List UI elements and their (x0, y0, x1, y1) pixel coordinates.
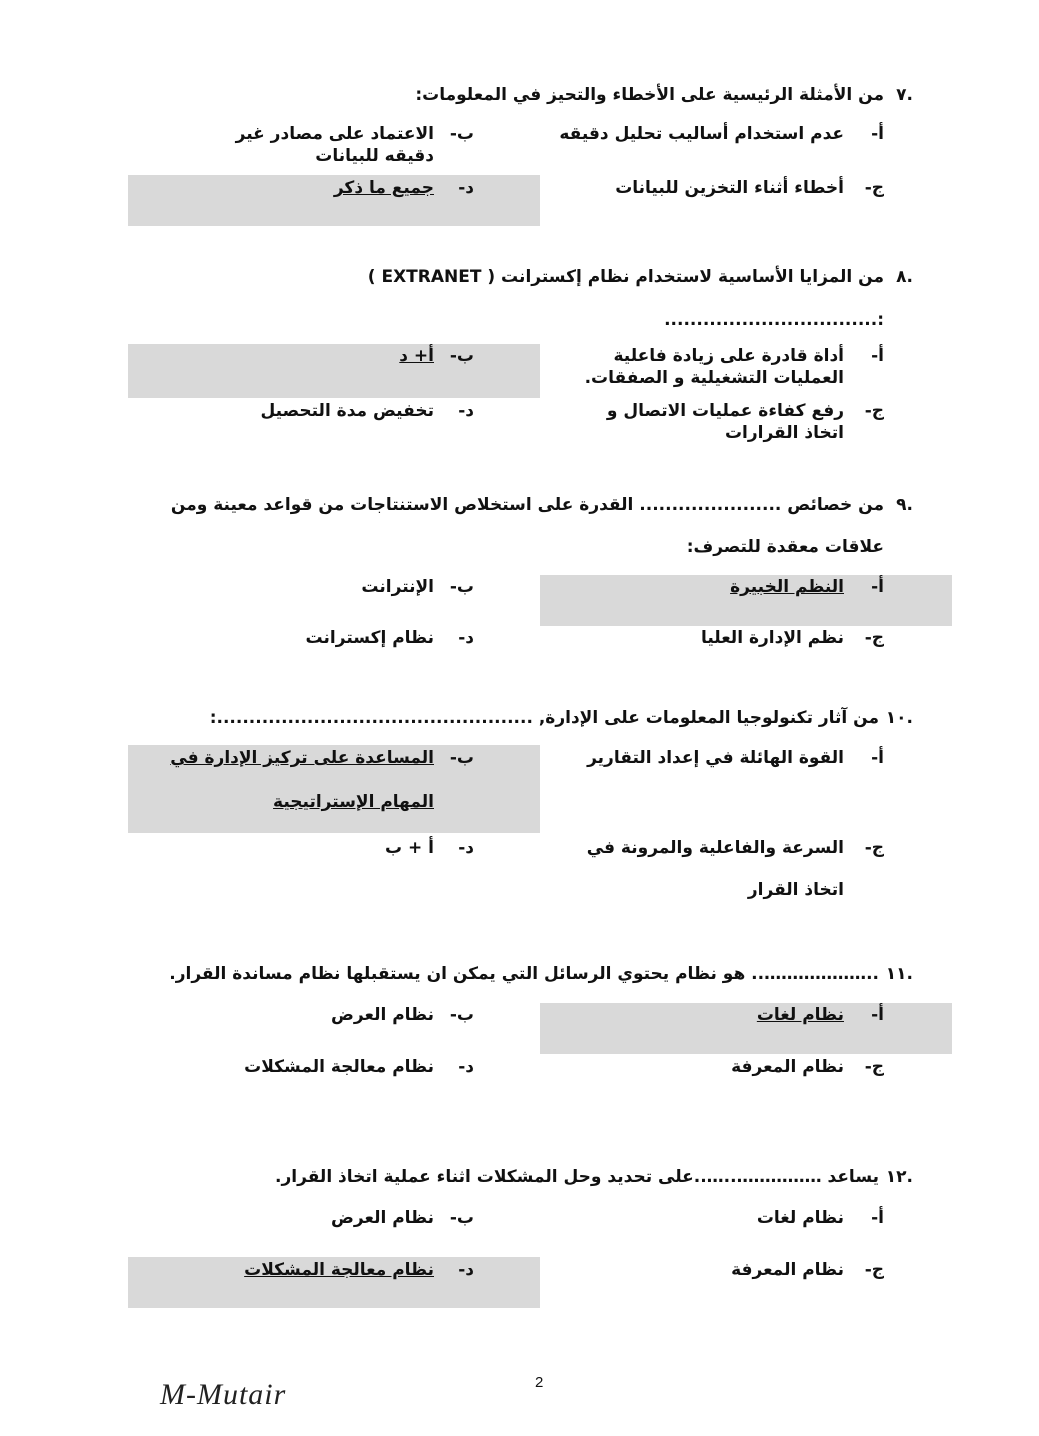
q10-option-d: أ + ب (385, 838, 434, 858)
q12-option-a: نظام لغات (756, 1208, 844, 1228)
q7-option-b: الاعتماد على مصادر غير دقيقه للبيانات (235, 124, 434, 167)
q7-option-d: جميع ما ذكر (333, 178, 434, 198)
question-8-text: من المزايا الأساسية لاستخدام نظام إكسترانت ( EXTRANET ) (367, 267, 884, 287)
q8-option-c: رفع كفاءة عمليات الاتصال و اتخاذ القرارات (606, 401, 844, 444)
question-11-text: ..……………….. هو نظام يحتوي الرسائل التي يمكن ان يستقبلها نظام مساندة القرار. (169, 964, 879, 984)
question-9-text: من خصائص ...................... القدرة على استخلاص الاستنتاجات من قواعد معينة ومن (170, 495, 884, 515)
q7-option-b-label: ب- (449, 124, 474, 144)
q7-option-c-label: ج- (864, 178, 884, 198)
q11-option-d-label: د- (458, 1057, 474, 1077)
q9-option-b-label: ب- (449, 577, 474, 597)
q7-option-a-label: أ- (871, 124, 884, 144)
q11-option-c-label: ج- (864, 1057, 884, 1077)
q10-option-c-continued: اتخاذ القرار (747, 880, 844, 900)
q9-option-c: نظم الإدارة العليا (700, 628, 844, 648)
question-10-number: .١٠ (885, 708, 913, 728)
q9-option-a: النظم الخبيرة (730, 577, 844, 597)
q11-option-a: نظام لغات (756, 1005, 844, 1025)
q9-option-b: الإنترانت (361, 577, 434, 597)
q12-option-b: نظام العرض (331, 1208, 434, 1228)
q12-option-d-label: د- (458, 1260, 474, 1280)
q10-option-a-label: أ- (871, 748, 884, 768)
q11-option-a-label: أ- (871, 1005, 884, 1025)
question-9-text-continued: علاقات معقدة للتصرف: (686, 537, 884, 557)
q8-option-a: أداة قادرة على زيادة فاعلية العمليات التشغيلية و الصفقات. (584, 346, 844, 389)
q11-option-b-label: ب- (449, 1005, 474, 1025)
q11-option-d: نظام معالجة المشكلات (244, 1057, 434, 1077)
signature: M-Mutair (160, 1378, 287, 1411)
question-12-text: يساعد ……………..…..على تحديد وحل المشكلات اثناء عملية اتخاذ القرار. (275, 1167, 879, 1187)
q11-option-c: نظام المعرفة (731, 1057, 844, 1077)
q10-option-c-label: ج- (864, 838, 884, 858)
q10-option-c: السرعة والفاعلية والمرونة في (586, 838, 844, 858)
question-7-number: .٧ (896, 85, 913, 105)
q12-option-b-label: ب- (449, 1208, 474, 1228)
question-12-number: .١٢ (885, 1167, 913, 1187)
q9-option-c-label: ج- (864, 628, 884, 648)
q8-option-d-label: د- (458, 401, 474, 421)
q8-option-d: تخفيض مدة التحصيل (260, 401, 434, 421)
q12-option-a-label: أ- (871, 1208, 884, 1228)
page-number: 2 (535, 1374, 544, 1391)
q12-option-c-label: ج- (864, 1260, 884, 1280)
question-7-text: من الأمثلة الرئيسية على الأخطاء والتحيز في المعلومات: (415, 85, 884, 105)
q8-option-a-label: أ- (871, 346, 884, 366)
question-10-text: من آثار تكنولوجيا المعلومات على الإدارة, .................................................: (209, 708, 879, 728)
question-11-number: .١١ (885, 964, 913, 984)
q9-option-d: نظام إكسترانت (305, 628, 434, 648)
answer-highlight-q8 (128, 344, 540, 398)
q10-option-d-label: د- (458, 838, 474, 858)
q7-option-d-label: د- (458, 178, 474, 198)
q10-option-b-label: ب- (449, 748, 474, 768)
question-8-number: .٨ (896, 267, 913, 287)
q8-option-c-label: ج- (864, 401, 884, 421)
q11-option-b: نظام العرض (331, 1005, 434, 1025)
question-8-text-continued: :................................. (664, 310, 884, 330)
q12-option-c: نظام المعرفة (731, 1260, 844, 1280)
q10-option-b-continued: المهام الإستراتيجية (273, 792, 434, 812)
q10-option-a: القوة الهائلة في إعداد التقارير (587, 748, 844, 768)
q12-option-d: نظام معالجة المشكلات (244, 1260, 434, 1280)
q10-option-b: المساعدة على تركيز الإدارة في (170, 748, 434, 768)
q9-option-d-label: د- (458, 628, 474, 648)
q8-option-b: أ+ د (399, 346, 434, 366)
q8-option-b-label: ب- (449, 346, 474, 366)
question-9-number: .٩ (896, 495, 913, 515)
q7-option-a: عدم استخدام أساليب تحليل دقيقه (559, 124, 844, 144)
q7-option-c: أخطاء أثناء التخزين للبيانات (615, 178, 844, 198)
q9-option-a-label: أ- (871, 577, 884, 597)
answer-highlight-q11 (540, 1003, 952, 1054)
